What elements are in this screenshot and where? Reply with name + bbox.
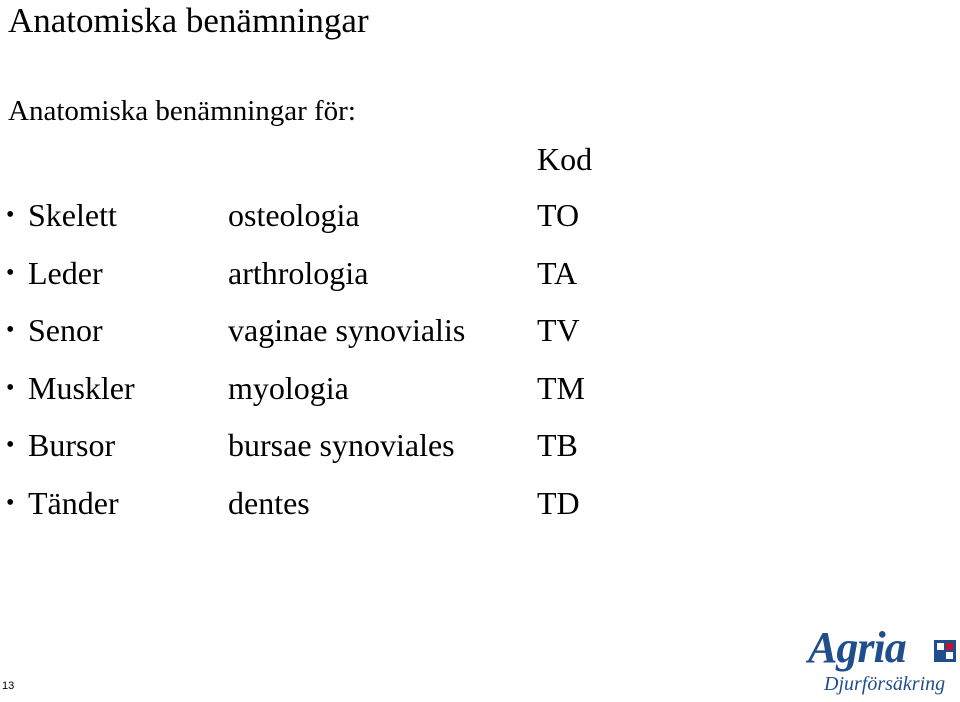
term-code: TA [537, 254, 578, 291]
bullet-icon: • [6, 317, 15, 343]
term-swedish: Bursor [28, 427, 116, 463]
term-latin: arthrologia [228, 254, 369, 291]
list-item [0, 484, 960, 542]
term-code: TD [537, 484, 580, 521]
agria-logo [808, 624, 958, 698]
list-item [0, 369, 960, 427]
term-code: TO [537, 197, 580, 233]
term-swedish: Skelett [28, 197, 117, 233]
term-swedish: Tänder [28, 484, 119, 521]
code-column-header: Kod [537, 141, 593, 177]
term-latin: vaginae synovialis [228, 312, 466, 348]
slide-title: Anatomiska benämningar [8, 1, 369, 40]
slide-subtitle: Anatomiska benämningar för: [8, 95, 356, 127]
term-list [0, 196, 960, 541]
bullet-icon: • [6, 432, 15, 458]
logo-mark-icon [934, 640, 956, 662]
term-code: TV [537, 312, 580, 348]
term-swedish: Senor [28, 312, 103, 348]
term-code: TM [537, 369, 585, 406]
bullet-icon: • [6, 489, 15, 516]
term-latin: bursae synoviales [228, 427, 455, 463]
term-code: TB [537, 427, 578, 463]
list-item [0, 254, 960, 312]
bullet-icon: • [6, 374, 15, 401]
term-latin: dentes [228, 484, 310, 521]
list-item [0, 311, 960, 369]
term-latin: myologia [228, 369, 349, 406]
logo-tagline-text: Djurförsäkring [824, 673, 946, 695]
page-number: 13 [2, 680, 15, 692]
term-swedish: Muskler [28, 369, 135, 406]
bullet-icon: • [6, 202, 15, 228]
term-latin: osteologia [228, 197, 360, 233]
bullet-icon: • [6, 259, 15, 286]
list-item [0, 426, 960, 484]
logo-brand-text: Agria [808, 623, 906, 672]
term-swedish: Leder [28, 254, 103, 291]
list-item [0, 196, 960, 254]
